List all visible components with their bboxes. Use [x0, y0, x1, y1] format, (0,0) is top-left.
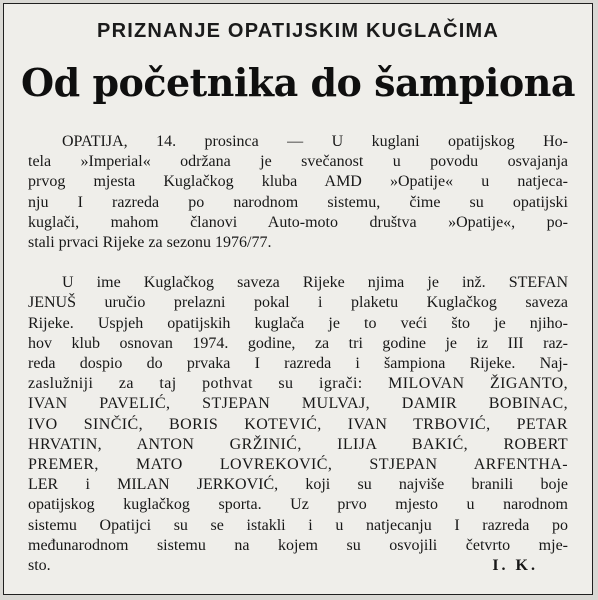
- text-line: opatijskog kuglačkog sporta. Uz prvo mjesto u narodnom: [28, 496, 568, 514]
- article-kicker: PRIZNANJE OPATIJSKIM KUGLAČIMA: [97, 20, 499, 42]
- text-line: međunarodnom sistemu na kojem su osvojili četvrto mje-: [28, 536, 568, 554]
- text-line: HRVATIN, ANTON GRŽINIĆ, ILIJA BAKIĆ, ROBERT: [28, 435, 568, 453]
- newspaper-clipping: [3, 3, 593, 595]
- text-line: Rijeke. Uspjeh opatijskih kuglača je to veći što je njiho-: [28, 314, 568, 332]
- text-line: JENUŠ uručio prelazni pokal i plaketu Kuglačkog saveza: [28, 294, 568, 312]
- text-line: zaslužniji za taj pothvat su igrači: MILOVAN ŽIGANTO,: [28, 375, 568, 393]
- text-line: kuglači, mahom članovi Auto-moto društva »Opatije«, po-: [28, 213, 568, 231]
- text-line: tela »Imperial« održana je svečanost u povodu osvajanja: [28, 153, 568, 171]
- text-line: OPATIJA, 14. prosinca — U kuglani opatijskog Ho-: [62, 133, 568, 150]
- text-line: IVAN PAVELIĆ, STJEPAN MULVAJ, DAMIR BOBINAC,: [28, 395, 568, 413]
- text-line: PREMER, MATO LOVREKOVIĆ, STJEPAN ARFENTHA-: [28, 456, 568, 474]
- text-line: prvog mjesta Kuglačkog kluba AMD »Opatije« u natjeca-: [28, 173, 568, 191]
- text-line: reda dospio do prvaka I razreda i šampiona Rijeke. Naj-: [28, 355, 568, 373]
- text-line: IVO SINČIĆ, BORIS KOTEVIĆ, IVAN TRBOVIĆ, PETAR: [28, 415, 568, 433]
- text-line: stali prvaci Rijeke za sezonu 1976/77.: [28, 234, 272, 252]
- text-line: LER i MILAN JERKOVIĆ, koji su najviše branili boje: [28, 476, 568, 494]
- text-line: sistemu Opatijci su se istakli i u natjecanju I razreda po: [28, 516, 568, 534]
- article-body: [28, 132, 568, 576]
- author-signature: I. K.: [492, 557, 538, 575]
- article-headline: Od početnika do šampiona: [21, 60, 575, 105]
- text-line: U ime Kuglačkog saveza Rijeke njima je inž. STEFAN: [62, 274, 568, 292]
- text-line: sto.: [28, 557, 51, 575]
- text-line: hov klub osnovan 1974. godine, za tri godine je iz III raz-: [28, 334, 568, 352]
- paragraph-1: [28, 132, 568, 253]
- paragraph-2: [28, 273, 568, 576]
- text-line: nju I razreda po narodnom sistemu, čime su opatijski: [28, 193, 568, 211]
